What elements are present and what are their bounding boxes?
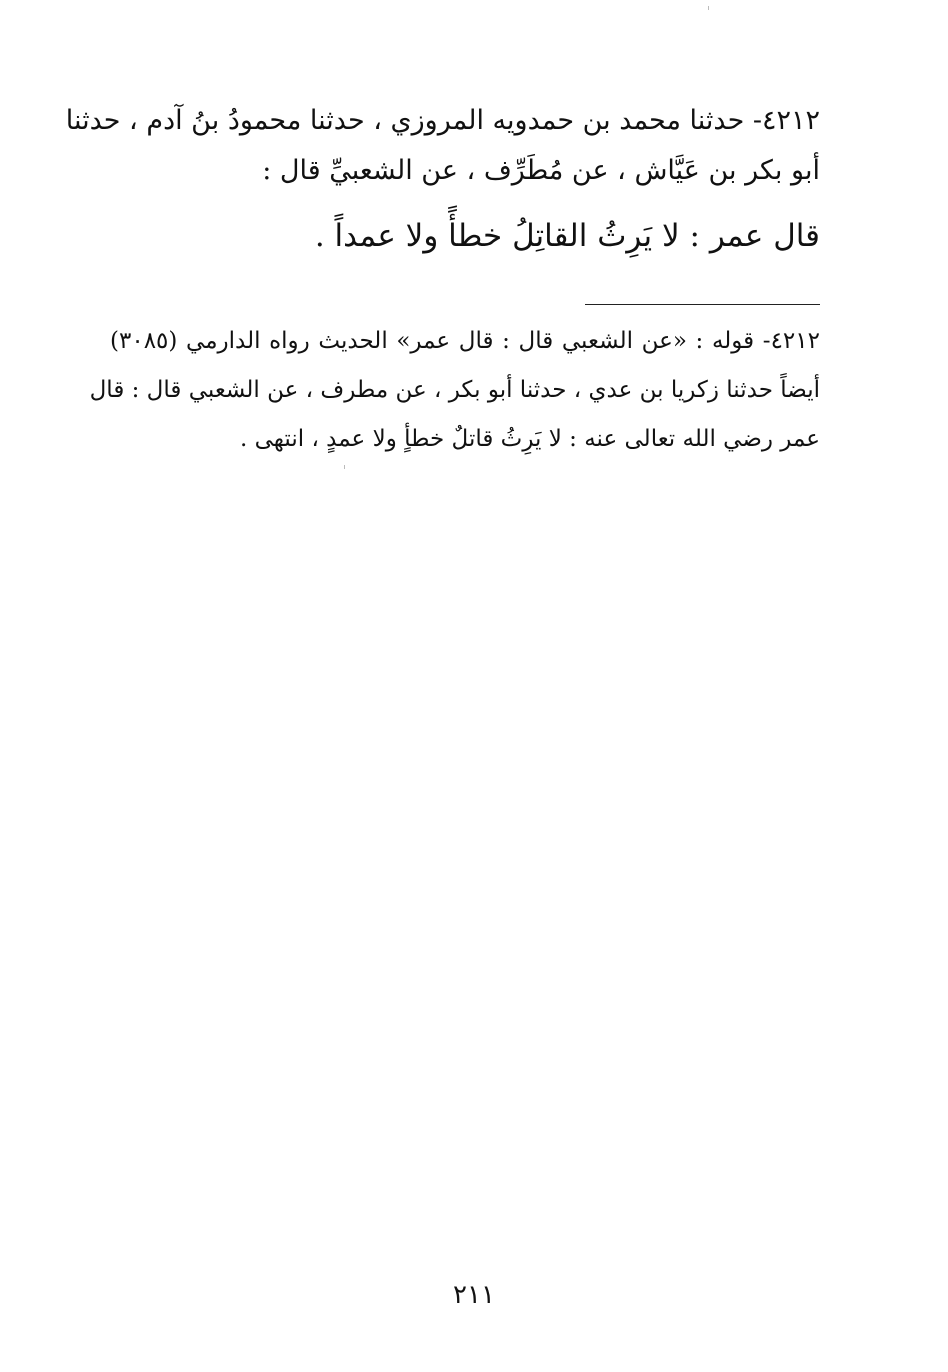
footnote-separator [585, 304, 820, 305]
page-number: ٢١١ [453, 1280, 495, 1310]
footnote-line-3: عمر رضي الله تعالى عنه : لا يَرِثُ قاتلٌ خطأٍ ولا عمدٍ ، انتهى . [240, 426, 820, 452]
footnote-line-2: أيضاً حدثنا زكريا بن عدي ، حدثنا أبو بكر ، عن مطرف ، عن الشعبي قال : قال [89, 377, 820, 403]
hadith-line-1: ٤٢١٢- حدثنا محمد بن حمدويه المروزي ، حدثنا محمودُ بنُ آدم ، حدثنا [65, 105, 820, 136]
hadith-line-3: قال عمر : لا يَرِثُ القاتِلُ خطأً ولا عمداً . [314, 218, 820, 254]
print-speck [708, 6, 709, 10]
hadith-line-2: أبو بكر بن عَيَّاش ، عن مُطَرِّف ، عن الشعبيِّ قال : [262, 155, 820, 186]
footnote-line-1: ٤٢١٢- قوله : «عن الشعبي قال : قال عمر» الحديث رواه الدارمي (٣٠٨٥) [110, 328, 820, 354]
print-speck [344, 465, 345, 469]
